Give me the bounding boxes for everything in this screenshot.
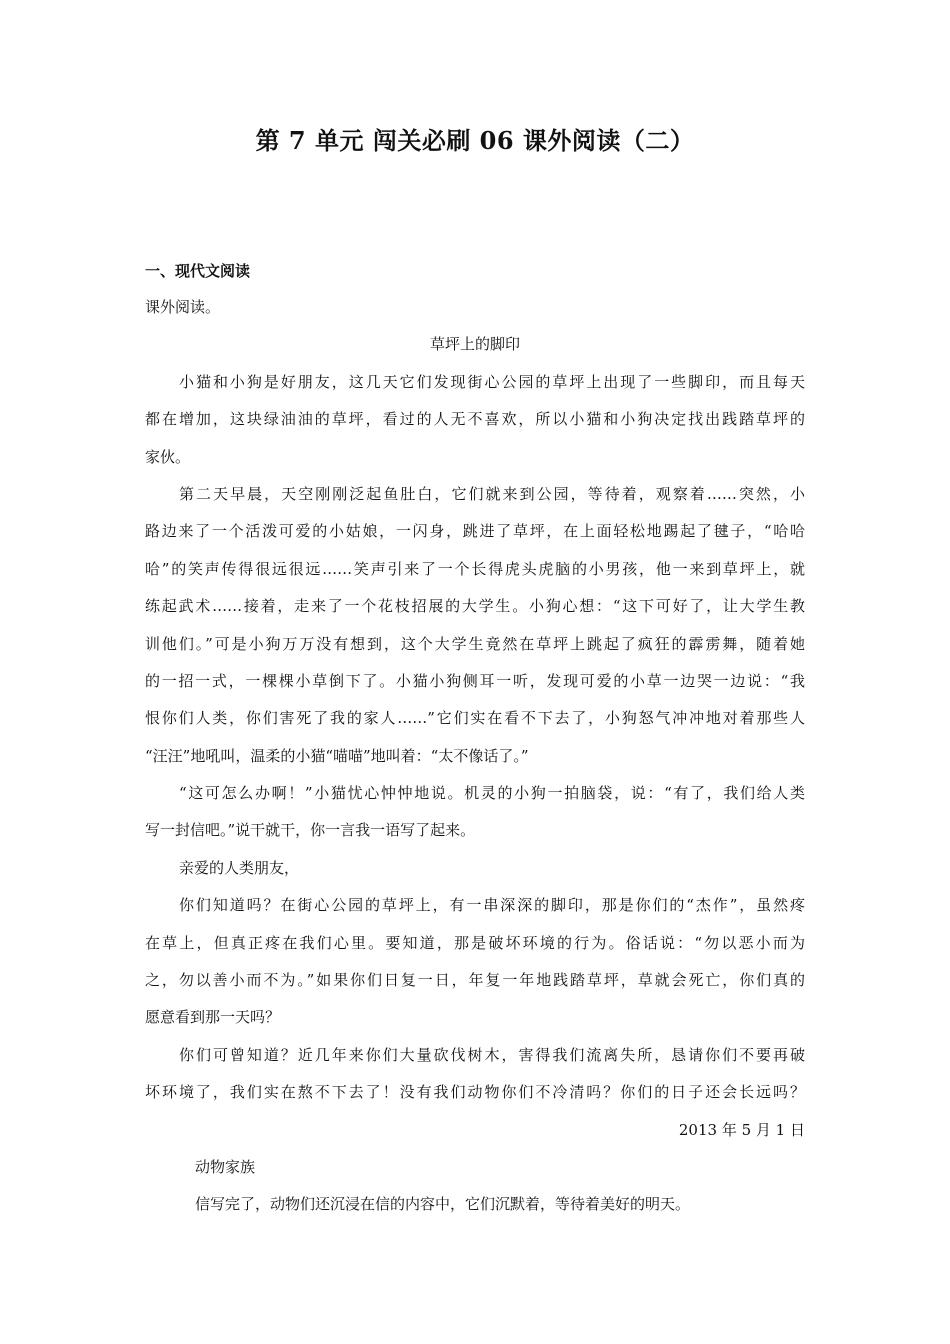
paragraph-line: 你们知道吗？在街心公园的草坪上，有一串深深的脚印，那是你们的“杰作”，虽然疼: [179, 896, 805, 915]
paragraph-line: “汪汪”地吼叫，温柔的小猫“喵喵”地叫着：“太不像话了。”: [145, 746, 529, 765]
paragraph-line: 家伙。: [145, 447, 191, 466]
paragraph-line: 坏环境了，我们实在熬不下去了！没有我们动物你们不冷清吗？你们的日子还会长远吗？: [145, 1083, 805, 1102]
paragraph-line: 小猫和小狗是好朋友，这几天它们发现街心公园的草坪上出现了一些脚印，而且每天: [179, 372, 805, 391]
paragraph-line: 写一封信吧。”说干就干，你一言我一语写了起来。: [145, 821, 476, 840]
paragraph-line: 恨你们人类，你们害死了我的家人……”它们实在看不下去了，小狗怒气冲冲地对着那些人: [145, 709, 805, 728]
paragraph-line: 在草上，但真正疼在我们心里。要知道，那是破坏环境的行为。俗话说：“勿以恶小而为: [145, 933, 805, 952]
paragraph-line: 第二天早晨，天空刚刚泛起鱼肚白，它们就来到公园，等待着，观察着……突然，小: [179, 484, 805, 503]
section-heading: 一、现代文阅读: [145, 262, 251, 280]
paragraph-line: 的一招一式，一棵棵小草倒下了。小猫小狗侧耳一听，发现可爱的小草一边哭一边说：“我: [145, 671, 805, 690]
letter-signature: 动物家族: [195, 1157, 256, 1176]
reading-passage: [145, 289, 805, 1224]
instruction-text: 课外阅读。: [145, 298, 221, 316]
paragraph-line: 之，勿以善小而不为。”如果你们日复一日，年复一年地践踏草坪，草就会死亡，你们真的: [145, 971, 805, 990]
paragraph-line: 愿意看到那一天吗？: [145, 1008, 281, 1027]
paragraph-line: 你们可曾知道？近几年来你们大量砍伐树木，害得我们流离失所，恳请你们不要再破: [179, 1045, 805, 1064]
closing-line: 信写完了，动物们还沉浸在信的内容中，它们沉默着，等待着美好的明天。: [195, 1195, 691, 1214]
paragraph-line: “这可怎么办啊！”小猫忧心忡忡地说。机灵的小狗一拍脑袋，说：“有了，我们给人类: [179, 784, 805, 803]
story-title: 草坪上的脚印: [429, 335, 520, 354]
letter-salutation: 亲爱的人类朋友，: [179, 858, 300, 877]
letter-date: 2013 年 5 月 1 日: [678, 1120, 805, 1139]
paragraph-line: 路边来了一个活泼可爱的小姑娘，一闪身，跳进了草坪，在上面轻松地踢起了毽子，“哈哈: [145, 522, 805, 541]
paragraph-line: 练起武术……接着，走来了一个花枝招展的大学生。小狗心想：“这下可好了，让大学生教: [145, 597, 805, 616]
paragraph-line: 哈”的笑声传得很远很远……笑声引来了一个长得虎头虎脑的小男孩，他一来到草坪上，就: [145, 559, 805, 578]
paragraph-line: 训他们。”可是小狗万万没有想到，这个大学生竟然在草坪上跳起了疯狂的霹雳舞，随着她: [145, 634, 805, 653]
page-title: 第 7 单元 闯关必刷 06 课外阅读（二）: [255, 126, 695, 155]
paragraph-line: 都在增加，这块绿油油的草坪，看过的人无不喜欢，所以小猫和小狗决定找出践踏草坪的: [145, 410, 805, 429]
